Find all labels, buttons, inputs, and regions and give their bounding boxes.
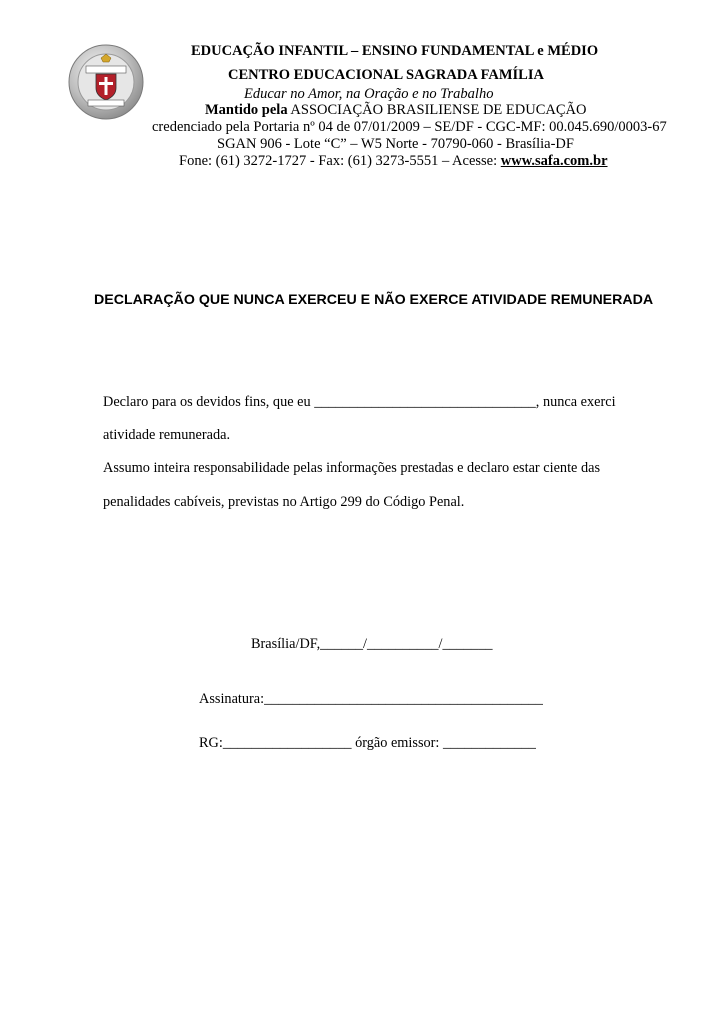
header-contact	[179, 153, 608, 170]
maintainer-name: ASSOCIAÇÃO BRASILIENSE DE EDUCAÇÃO	[290, 102, 587, 118]
header-accreditation: credenciado pela Portaria nº 04 de 07/01/2009 – SE/DF - CGC-MF: 00.045.690/0003-67	[152, 119, 667, 135]
date-field: Brasília/DF,______/__________/_______	[251, 636, 493, 652]
document-title: DECLARAÇÃO QUE NUNCA EXERCEU E NÃO EXERCE ATIVIDADE REMUNERADA	[94, 292, 654, 308]
declaration-line-4: penalidades cabíveis, previstas no Artigo 299 do Código Penal.	[103, 494, 465, 510]
declaration-line-2: atividade remunerada.	[103, 427, 231, 443]
maintainer-prefix: Mantido pela	[205, 102, 288, 118]
header-line-education-levels: EDUCAÇÃO INFANTIL – ENSINO FUNDAMENTAL e MÉDIO	[191, 43, 599, 59]
contact-phone-fax: Fone: (61) 3272-1727 - Fax: (61) 3273-5551 – Acesse:	[179, 153, 501, 169]
declaration-line-3: Assumo inteira responsabilidade pelas informações prestadas e declaro estar ciente das	[103, 460, 601, 476]
signature-field: Assinatura:_______________________________________	[199, 691, 543, 707]
header-motto: Educar no Amor, na Oração e no Trabalho	[244, 86, 494, 102]
website-link[interactable]: www.safa.com.br	[500, 153, 608, 169]
declaration-line-1: Declaro para os devidos fins, que eu _______________________________, nunca exerci	[103, 394, 616, 410]
header-school-name: CENTRO EDUCACIONAL SAGRADA FAMÍLIA	[228, 67, 544, 83]
school-seal-logo	[68, 44, 144, 120]
rg-field: RG:__________________ órgão emissor: _____________	[199, 735, 536, 751]
school-seal-icon	[68, 44, 144, 120]
header-address: SGAN 906 - Lote “C” – W5 Norte - 70790-060 - Brasília-DF	[217, 136, 574, 152]
header-maintainer	[205, 102, 586, 119]
